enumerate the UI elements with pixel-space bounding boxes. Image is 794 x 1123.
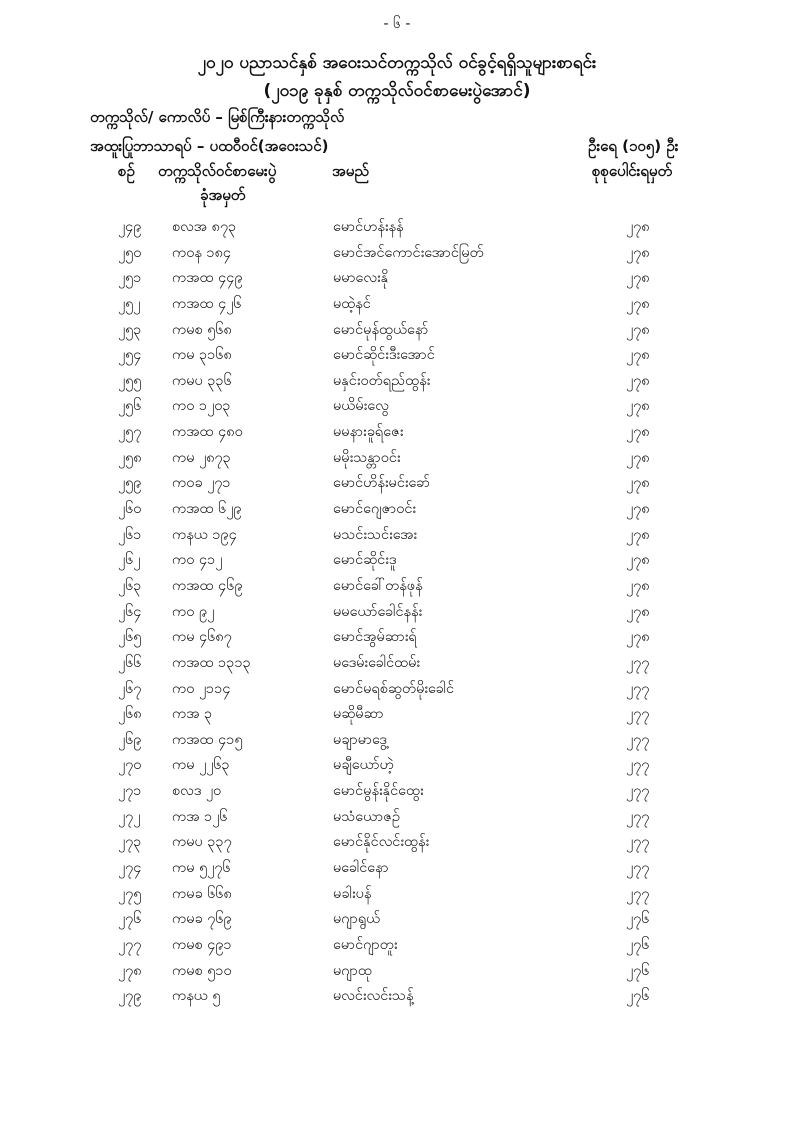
row-number: ၂၅၄ xyxy=(118,347,142,364)
roll-number: ကဝန ၁၈၄ xyxy=(172,244,232,261)
table-row xyxy=(0,831,794,857)
table-row xyxy=(0,370,794,396)
roll-number: ကမ ၂၈၇၃ xyxy=(172,449,231,466)
student-name: မောင်အွမ်ဆားရ် xyxy=(333,629,417,646)
row-number: ၂၇၀ xyxy=(118,757,142,774)
student-name: မမယော်ခေါင်နန်း xyxy=(333,603,423,620)
total-mark: ၂၇၈ xyxy=(626,244,650,261)
table-row xyxy=(0,754,794,780)
student-name: မောင်ခေါ်တန်ဖုန် xyxy=(333,577,423,594)
table-row xyxy=(0,703,794,729)
row-number: ၂၇၄ xyxy=(118,860,142,877)
total-mark: ၂၇၆ xyxy=(626,936,650,953)
page-number: - ၆ - xyxy=(383,16,411,32)
header-no: စဉ် xyxy=(118,162,135,180)
total-mark: ၂၇၈ xyxy=(626,552,650,569)
roll-number: စလဒ ၂၀ xyxy=(172,783,222,800)
total-mark: ၂၇၇ xyxy=(626,654,650,671)
table-row xyxy=(0,601,794,627)
table-row xyxy=(0,293,794,319)
row-number: ၂၇၅ xyxy=(118,885,142,902)
roll-number: ကမ ၃၁၆၈ xyxy=(172,347,232,364)
student-name: မဂျာထု xyxy=(333,962,372,979)
roll-number: ကမ ၄၆၈၇ xyxy=(172,629,232,646)
total-mark: ၂၇၈ xyxy=(626,629,650,646)
roll-number: စလအ ၈၇၃ xyxy=(172,219,237,235)
student-name: မသံယောဇဉ် xyxy=(333,808,400,825)
row-number: ၂၅၇ xyxy=(118,424,142,441)
total-mark: ၂၇၆ xyxy=(626,911,650,928)
total-mark: ၂၇၈ xyxy=(626,321,650,338)
roll-number: ကမပ ၃၃၇ xyxy=(172,834,232,851)
university-label: တက္ကသိုလ်/ ကောလိပ် – မြစ်ကြီးနားတက္ကသိုလ် xyxy=(90,108,345,126)
row-number: ၂၆၉ xyxy=(118,731,142,748)
table-row xyxy=(0,857,794,883)
roll-number: ကနယ ၅ xyxy=(172,988,221,1005)
student-name: မယိမ်းလွေ xyxy=(333,398,389,415)
student-name: မောင်ဟိန်းမင်းခော် xyxy=(333,475,430,492)
table-row xyxy=(0,729,794,755)
row-number: ၂၄၉ xyxy=(118,219,142,235)
roll-number: ကအထ ၄၂၆ xyxy=(172,295,242,312)
row-number: ၂၅၂ xyxy=(118,295,141,312)
roll-number: ကမစ ၅၁၀ xyxy=(172,962,232,979)
roll-number: ကအ ၁၂၆ xyxy=(172,808,228,825)
student-name: မမာလေးနို xyxy=(333,270,389,287)
total-mark: ၂၇၈ xyxy=(626,501,650,518)
row-number: ၂၇၈ xyxy=(118,962,142,979)
roll-number: ကဝ ၂၁၁၄ xyxy=(172,680,231,697)
row-number: ၂၆၆ xyxy=(118,654,142,671)
roll-number: ကအထ ၄၈၀ xyxy=(172,424,243,441)
roll-number: ကအထ ၄၄၉ xyxy=(172,270,243,287)
total-mark: ၂၇၈ xyxy=(626,577,650,594)
total-mark: ၂၇၈ xyxy=(626,270,650,287)
roll-number: ကမစ ၄၉၁ xyxy=(172,936,232,953)
row-number: ၂၆၄ xyxy=(118,603,142,620)
table-row xyxy=(0,498,794,524)
student-name: မခါးပန် xyxy=(333,885,372,902)
table-row xyxy=(0,806,794,832)
total-mark: ၂၇၇ xyxy=(626,731,650,748)
total-mark: ၂၇၈ xyxy=(626,295,650,312)
header-total-marks: စုစုပေါင်းရမှတ် xyxy=(592,162,673,180)
student-name: မထဲ့နင် xyxy=(333,295,371,312)
row-number: ၂၅၀ xyxy=(118,244,142,261)
table-row xyxy=(0,626,794,652)
major-label: အထူးပြုဘာသာရပ် – ပထဝီဝင်(အဝေးသင်) xyxy=(90,137,329,155)
table-row xyxy=(0,242,794,268)
total-mark: ၂၇၇ xyxy=(626,834,650,851)
table-row xyxy=(0,780,794,806)
row-number: ၂၇၂ xyxy=(118,808,141,825)
document-subtitle: (၂၀၁၉ ခုနှစ် တက္ကသိုလ်ဝင်စာမေးပွဲအောင်) xyxy=(263,81,531,101)
table-row xyxy=(0,421,794,447)
roll-number: ကအထ ၁၃၁၃ xyxy=(172,654,251,671)
table-row xyxy=(0,344,794,370)
student-name: မောင်ဆိုင်းဒူ xyxy=(333,552,397,569)
student-name: မောင်ဆိုင်းဒီးအောင် xyxy=(333,347,435,364)
total-mark: ၂၇၈ xyxy=(626,475,650,492)
row-number: ၂၆၀ xyxy=(118,501,142,518)
row-number: ၂၆၁ xyxy=(118,526,142,543)
student-list xyxy=(0,216,794,1011)
roll-number: ကဝ ၉၂ xyxy=(172,603,215,620)
table-row xyxy=(0,524,794,550)
student-name: မခေါင်နော xyxy=(333,860,389,877)
total-mark: ၂၇၇ xyxy=(626,706,650,723)
table-row xyxy=(0,447,794,473)
student-name: မဆိုမီဆာ xyxy=(333,706,384,723)
roll-number: ကအထ ၄၆၉ xyxy=(172,577,243,594)
total-mark: ၂၇၈ xyxy=(626,372,650,389)
row-number: ၂၇၉ xyxy=(118,988,142,1005)
student-name: မောင်မုန်ထွယ်နော် xyxy=(333,321,429,338)
row-number: ၂၆၇ xyxy=(118,680,142,697)
total-mark: ၂၇၆ xyxy=(626,988,650,1005)
table-row xyxy=(0,934,794,960)
total-mark: ၂၇၆ xyxy=(626,962,650,979)
student-name: မောင်ဟန်းနန် xyxy=(333,219,404,235)
table-row xyxy=(0,575,794,601)
roll-number: ကမ ၅၂၇၆ xyxy=(172,860,231,877)
total-mark: ၂၇၈ xyxy=(626,449,650,466)
roll-number: ကအထ ၆၂၉ xyxy=(172,501,242,518)
row-number: ၂၅၆ xyxy=(118,398,142,415)
student-name: မောင်ဂျေဇာဝင်း xyxy=(333,501,417,518)
student-name: မောင်မရစ်ဆွတ်မိုးခေါင် xyxy=(333,680,455,697)
row-number: ၂၅၈ xyxy=(118,449,142,466)
student-name: မချာမာဒွေ့ xyxy=(333,731,387,748)
table-row xyxy=(0,985,794,1011)
roll-number: ကနယ ၁၉၄ xyxy=(172,526,237,543)
header-name: အမည် xyxy=(332,162,369,180)
table-row xyxy=(0,883,794,909)
table-row xyxy=(0,216,794,242)
table-row xyxy=(0,652,794,678)
table-row xyxy=(0,319,794,345)
row-number: ၂၇၃ xyxy=(118,834,142,851)
row-number: ၂၆၂ xyxy=(118,552,141,569)
roll-number: ကဝ ၁၂၀၃ xyxy=(172,398,231,415)
roll-number: ကဝ ၄၁၂ xyxy=(172,552,223,569)
table-row xyxy=(0,549,794,575)
table-row xyxy=(0,960,794,986)
table-row xyxy=(0,472,794,498)
student-name: မနှင်းဝတ်ရည်ထွန်း xyxy=(333,372,431,389)
row-number: ၂၇၇ xyxy=(118,936,142,953)
roll-number: ကဝခ ၂၇၁ xyxy=(172,475,231,492)
roll-number: ကမစ ၅၆၈ xyxy=(172,321,232,338)
row-number: ၂၇၁ xyxy=(118,783,142,800)
row-number: ၂၆၅ xyxy=(118,629,142,646)
student-name: မောင်မွန်းနိုင်ထွေး xyxy=(333,783,424,800)
total-mark: ၂၇၇ xyxy=(626,680,650,697)
student-name: မောင်နိုင်လင်းထွန်း xyxy=(333,834,430,851)
row-number: ၂၆၈ xyxy=(118,706,142,723)
roll-number: ကမခ ၆၆၈ xyxy=(172,885,232,902)
student-name: မမိုးသန္တာဝင်း xyxy=(333,449,401,466)
row-number: ၂၆၃ xyxy=(118,577,142,594)
total-mark: ၂၇၈ xyxy=(626,398,650,415)
roll-number: ကမပ ၃၃၆ xyxy=(172,372,232,389)
total-mark: ၂၇၈ xyxy=(626,424,650,441)
roll-number: ကအထ ၄၁၅ xyxy=(172,731,243,748)
student-name: မောင်ဂျာတူး xyxy=(333,936,398,953)
header-roll-number: တက္ကသိုလ်ဝင်စာမေးပွဲ xyxy=(158,162,277,180)
total-mark: ၂၇၈ xyxy=(626,219,650,235)
total-mark: ၂၇၇ xyxy=(626,885,650,902)
total-mark: ၂၇၈ xyxy=(626,603,650,620)
row-number: ၂၅၁ xyxy=(118,270,142,287)
total-mark: ၂၇၇ xyxy=(626,860,650,877)
student-name: မဒေမ်းခေါင်ထမ်း xyxy=(333,654,421,671)
header-roll-number-line2: ခုံအမှတ် xyxy=(200,186,246,204)
student-name: မမနားခူရ်ဇေး xyxy=(333,424,404,441)
roll-number: ကအ ၃ xyxy=(172,706,213,723)
total-count: ဦးရေ (၁၀၅) ဦး xyxy=(588,137,679,155)
table-row xyxy=(0,267,794,293)
roll-number: ကမခ ၇၆၉ xyxy=(172,911,232,928)
table-row xyxy=(0,395,794,421)
row-number: ၂၅၅ xyxy=(118,372,142,389)
student-name: မလင်းလင်းသန့် xyxy=(333,988,414,1005)
total-mark: ၂၇၇ xyxy=(626,783,650,800)
row-number: ၂၅၃ xyxy=(118,321,142,338)
student-name: မောင်အင်ကောင်းအောင်မြတ် xyxy=(333,244,484,261)
total-mark: ၂၇၈ xyxy=(626,526,650,543)
total-mark: ၂၇၇ xyxy=(626,757,650,774)
student-name: မသင်းသင်းအေး xyxy=(333,526,418,543)
row-number: ၂၇၆ xyxy=(118,911,142,928)
student-name: မချီယော်ဟဲ့ xyxy=(333,757,394,774)
roll-number: ကမ ၂၂၆၃ xyxy=(172,757,230,774)
document-title: ၂၀၂၀ ပညာသင်နှစ် အဝေးသင်တက္ကသိုလ် ဝင်ခွင့်ရရှိသူများစာရင်း xyxy=(197,53,597,73)
row-number: ၂၅၉ xyxy=(118,475,142,492)
total-mark: ၂၇၈ xyxy=(626,347,650,364)
table-row xyxy=(0,678,794,704)
student-name: မဂျာရွယ် xyxy=(333,911,381,928)
total-mark: ၂၇၇ xyxy=(626,808,650,825)
table-row xyxy=(0,908,794,934)
